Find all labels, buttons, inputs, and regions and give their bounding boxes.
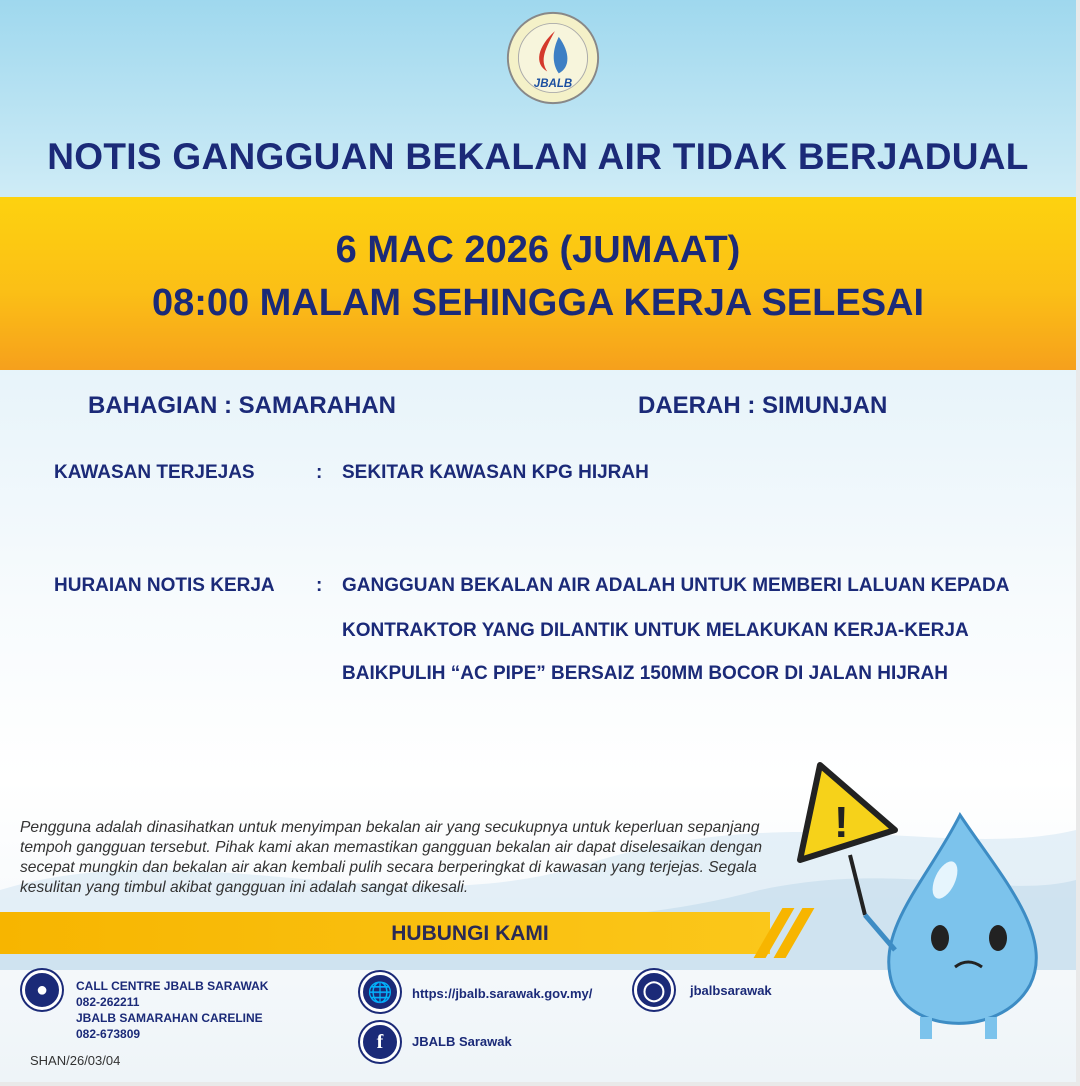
globe-icon: 🌐 xyxy=(360,972,400,1012)
call-centre-info xyxy=(76,978,268,1042)
contact-heading: HUBUNGI KAMI xyxy=(391,922,549,945)
careline-name: JBALB SAMARAHAN CARELINE xyxy=(76,1011,263,1025)
reference-code: SHAN/26/03/04 xyxy=(30,1053,121,1068)
user-icon: ● xyxy=(22,970,62,1010)
kawasan-value: SEKITAR KAWASAN KPG HIJRAH xyxy=(342,462,649,483)
huraian-line: GANGGUAN BEKALAN AIR ADALAH UNTUK MEMBERI LALUAN KEPADA xyxy=(342,575,1010,596)
huraian-line: BAIKPULIH “AC PIPE” BERSAIZ 150MM BOCOR DI JALAN HIJRAH xyxy=(342,663,948,684)
warning-sign-icon xyxy=(800,765,895,860)
instagram-link[interactable]: jbalbsarawak xyxy=(690,983,772,998)
facebook-icon: f xyxy=(360,1022,400,1062)
website-link[interactable]: https://jbalb.sarawak.gov.my/ xyxy=(412,986,593,1001)
schedule-band xyxy=(0,197,1076,370)
huraian-sep: : xyxy=(316,575,323,596)
call-centre-name: CALL CENTRE JBALB SARAWAK xyxy=(76,979,269,993)
huraian-label: HURAIAN NOTIS KERJA xyxy=(54,575,275,596)
advisory-text: Pengguna adalah dinasihatkan untuk menyimpan bekalan air yang secukupnya untuk keperluan sepanjang tempoh gangguan tersebut. Pihak kami akan memastikan gangguan bekalan air dapat diselesaikan dengan secepat mungkin dan bekalan air akan kembali pulih secara berperingkat di kawasan yang terjejas. Segala kesulitan yang timbul akibat gangguan ini adalah sangat dikesali. xyxy=(20,819,763,896)
call-centre-phone[interactable]: 082-262211 xyxy=(76,995,140,1009)
kawasan-sep: : xyxy=(316,462,323,483)
svg-text:!: ! xyxy=(834,798,849,847)
svg-text:JBALB: JBALB xyxy=(533,77,573,90)
jbalb-logo xyxy=(505,10,601,106)
date-line: 6 MAC 2026 (JUMAAT) xyxy=(335,229,741,271)
kawasan-label: KAWASAN TERJEJAS xyxy=(54,462,255,483)
daerah: DAERAH : SIMUNJAN xyxy=(638,392,888,419)
careline-phone[interactable]: 082-673809 xyxy=(76,1027,141,1041)
huraian-line: KONTRAKTOR YANG DILANTIK UNTUK MELAKUKAN KERJA-KERJA xyxy=(342,620,969,641)
page-title: NOTIS GANGGUAN BEKALAN AIR TIDAK BERJADUAL xyxy=(47,136,1029,177)
time-line: 08:00 MALAM SEHINGGA KERJA SELESAI xyxy=(151,282,925,324)
facebook-link[interactable]: JBALB Sarawak xyxy=(412,1034,512,1049)
bahagian: BAHAGIAN : SAMARAHAN xyxy=(88,392,396,419)
instagram-icon: ◯ xyxy=(634,970,674,1010)
water-drop-mascot xyxy=(770,755,1070,1055)
contact-heading-bar xyxy=(0,912,770,954)
